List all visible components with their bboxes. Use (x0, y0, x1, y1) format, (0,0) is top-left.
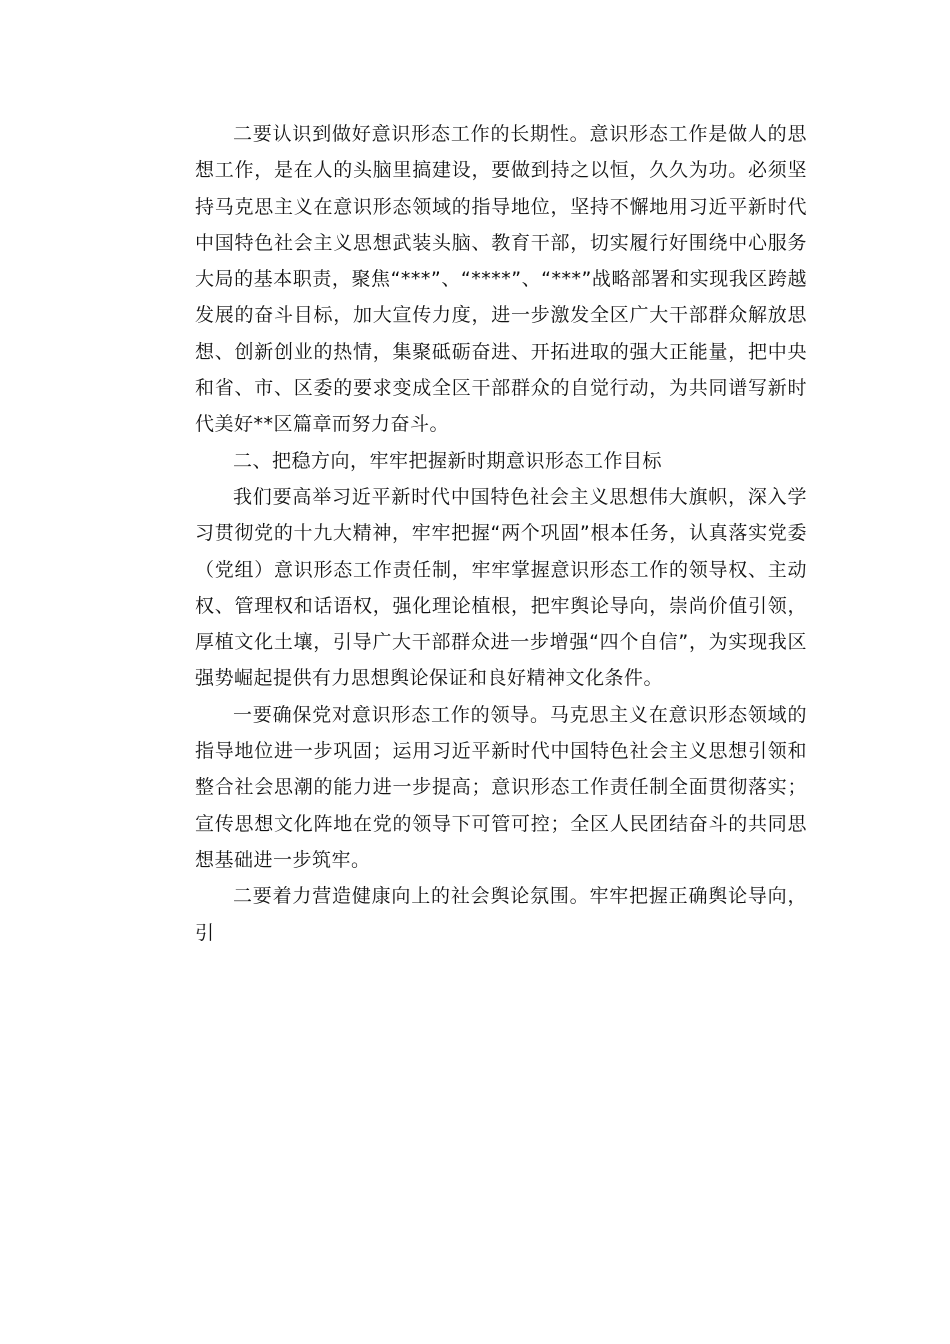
paragraph-public-opinion: 二要着力营造健康向上的社会舆论氛围。牢牢把握正确舆论导向，引 (195, 885, 807, 944)
paragraph-party-leadership: 一要确保党对意识形态工作的领导。马克思主义在意识形态领域的指导地位进一步巩固；运用习近平新时代中国特色社会主义思想引领和整合社会思潮的能力进一步提高；意识形态工作责任制全面贯彻落实；宣传思想文化阵地在党的领导下可管可控；全区人民团结奋斗的共同思想基础进一步筑牢。 (195, 703, 807, 871)
document-body (195, 116, 807, 951)
section-heading-2: 二、把稳方向，牢牢把握新时期意识形态工作目标 (233, 449, 663, 472)
paragraph-goals: 我们要高举习近平新时代中国特色社会主义思想伟大旗帜，深入学习贯彻党的十九大精神，牢牢把握“两个巩固”根本任务，认真落实党委（党组）意识形态工作责任制，牢牢掌握意识形态工作的领导权、主动权、管理权和话语权，强化理论植根，把牢舆论导向，崇尚价值引领，厚植文化土壤，引导广大干部群众进一步增强“四个自信”，为实现我区强势崛起提供有力思想舆论保证和良好精神文化条件。 (195, 485, 807, 690)
paragraph-long-term-nature: 二要认识到做好意识形态工作的长期性。意识形态工作是做人的思想工作，是在人的头脑里搞建设，要做到持之以恒，久久为功。必须坚持马克思主义在意识形态领域的指导地位，坚持不懈地用习近平新时代中国特色社会主义思想武装头脑、教育干部，切实履行好围绕中心服务大局的基本职责，聚焦“***”、“****”、“***”战略部署和实现我区跨越发展的奋斗目标，加大宣传力度，进一步激发全区广大干部群众解放思想、创新创业的热情，集聚砥砺奋进、开拓进取的强大正能量，把中央和省、市、区委的要求变成全区干部群众的自觉行动，为共同谱写新时代美好**区篇章而努力奋斗。 (195, 123, 807, 436)
